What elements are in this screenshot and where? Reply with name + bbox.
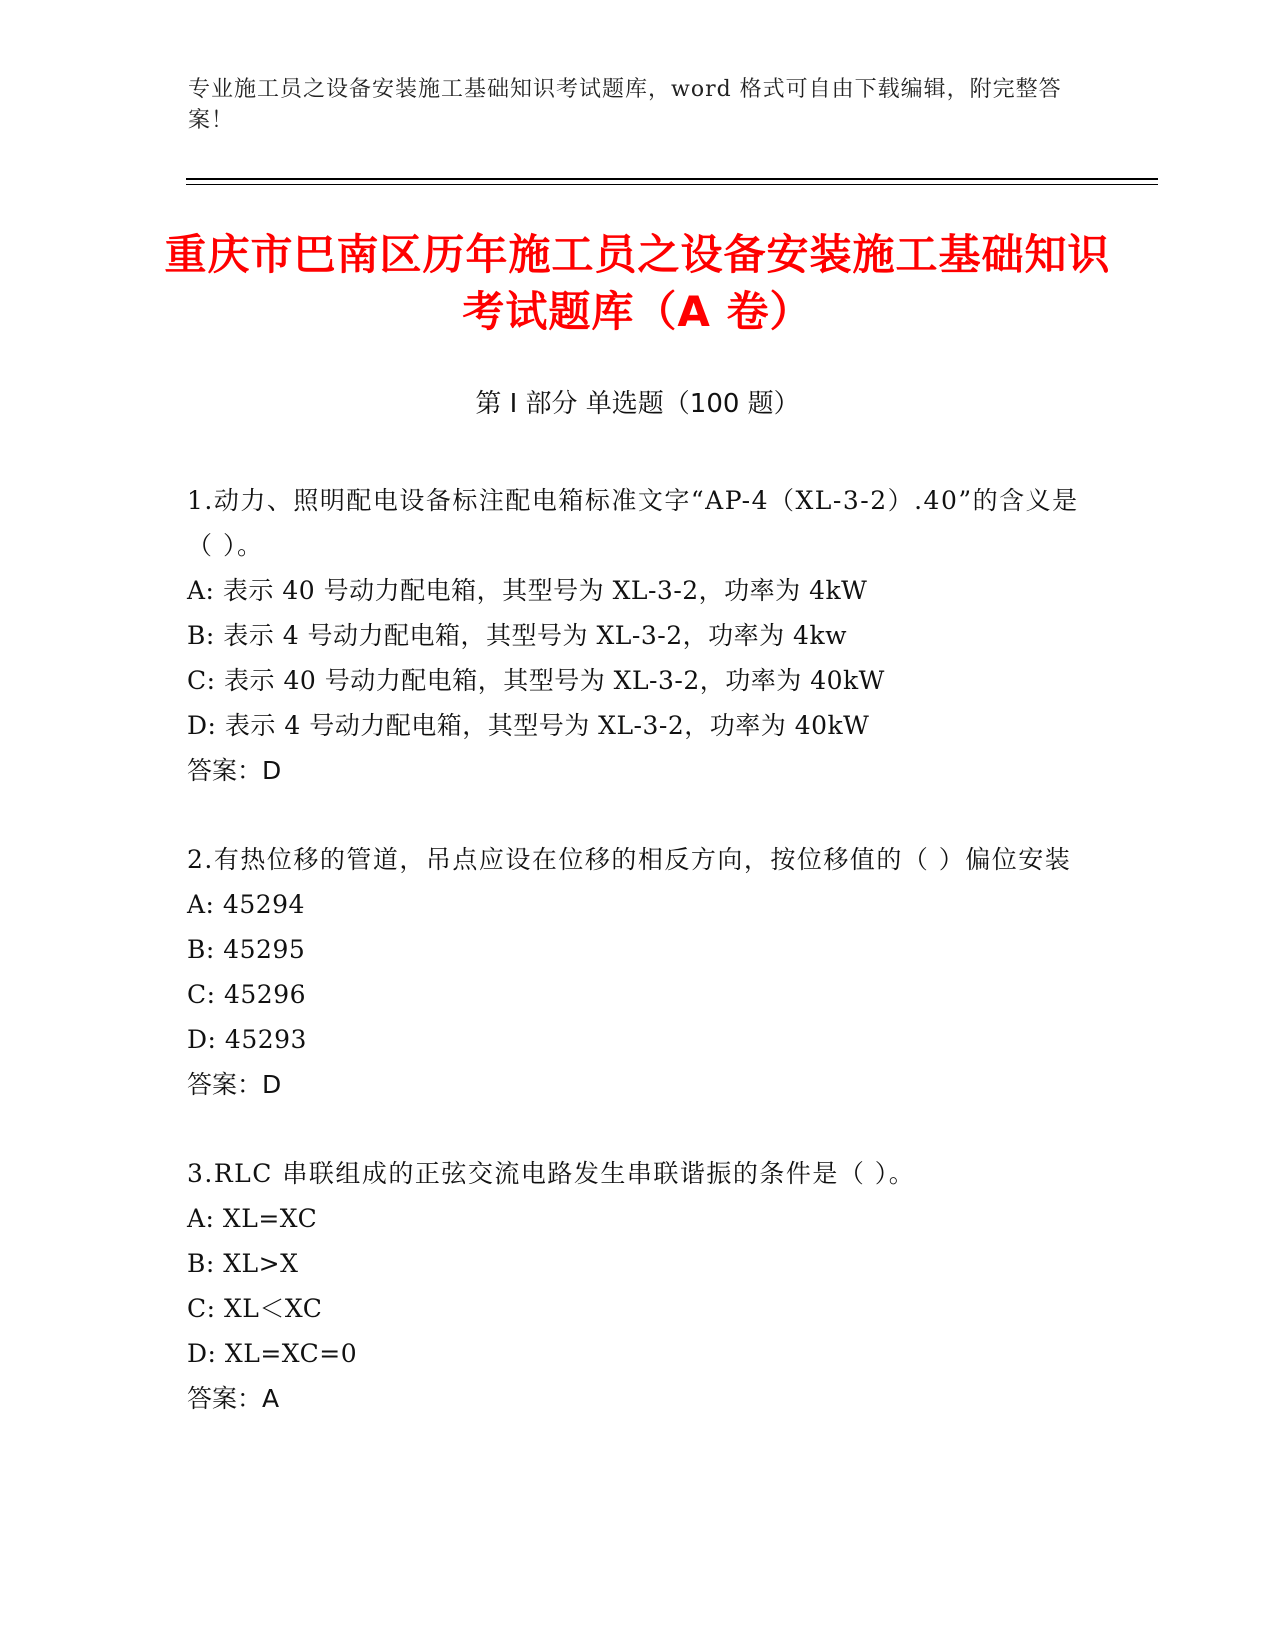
option-d: D: XL=XC=0 (187, 1339, 358, 1368)
header-note: 专业施工员之设备安装施工基础知识考试题库，word 格式可自由下载编辑，附完整答案！ (188, 77, 1062, 133)
option-b: B: 表示 4 号动力配电箱，其型号为 XL-3-2，功率为 4kw (187, 621, 847, 650)
header-divider (186, 178, 1158, 180)
question-stem: 3.RLC 串联组成的正弦交流电路发生串联谐振的条件是（ ）。 (187, 1159, 916, 1188)
option-c: C: XL＜XC (187, 1294, 323, 1323)
header-divider-thin (186, 184, 1158, 185)
option-b: B: 45295 (187, 935, 306, 964)
question-2 (187, 837, 1087, 1107)
option-d: D: 表示 4 号动力配电箱，其型号为 XL-3-2，功率为 40kW (187, 711, 870, 740)
answer: 答案：A (187, 1384, 280, 1413)
option-c: C: 45296 (187, 980, 307, 1009)
option-a: A: XL=XC (187, 1204, 318, 1233)
question-1 (187, 478, 1087, 793)
question-list (187, 478, 1087, 1465)
answer: 答案：D (187, 1070, 282, 1099)
document-title: 重庆市巴南区历年施工员之设备安装施工基础知识考试题库（A 卷） (164, 230, 1111, 336)
question-stem: 2.有热位移的管道，吊点应设在位移的相反方向，按位移值的（ ）偏位安装 (187, 845, 1072, 874)
option-d: D: 45293 (187, 1025, 307, 1054)
question-stem: 1.动力、照明配电设备标注配电箱标准文字“AP-4（XL-3-2）.40”的含义是（ ）。 (187, 486, 1079, 560)
option-b: B: XL>X (187, 1249, 299, 1278)
option-c: C: 表示 40 号动力配电箱，其型号为 XL-3-2，功率为 40kW (187, 666, 885, 695)
question-3 (187, 1151, 1087, 1421)
section-title: 第 I 部分 单选题（100 题） (475, 389, 800, 419)
answer: 答案：D (187, 756, 282, 785)
option-a: A: 表示 40 号动力配电箱，其型号为 XL-3-2，功率为 4kW (187, 576, 868, 605)
option-a: A: 45294 (187, 890, 305, 919)
